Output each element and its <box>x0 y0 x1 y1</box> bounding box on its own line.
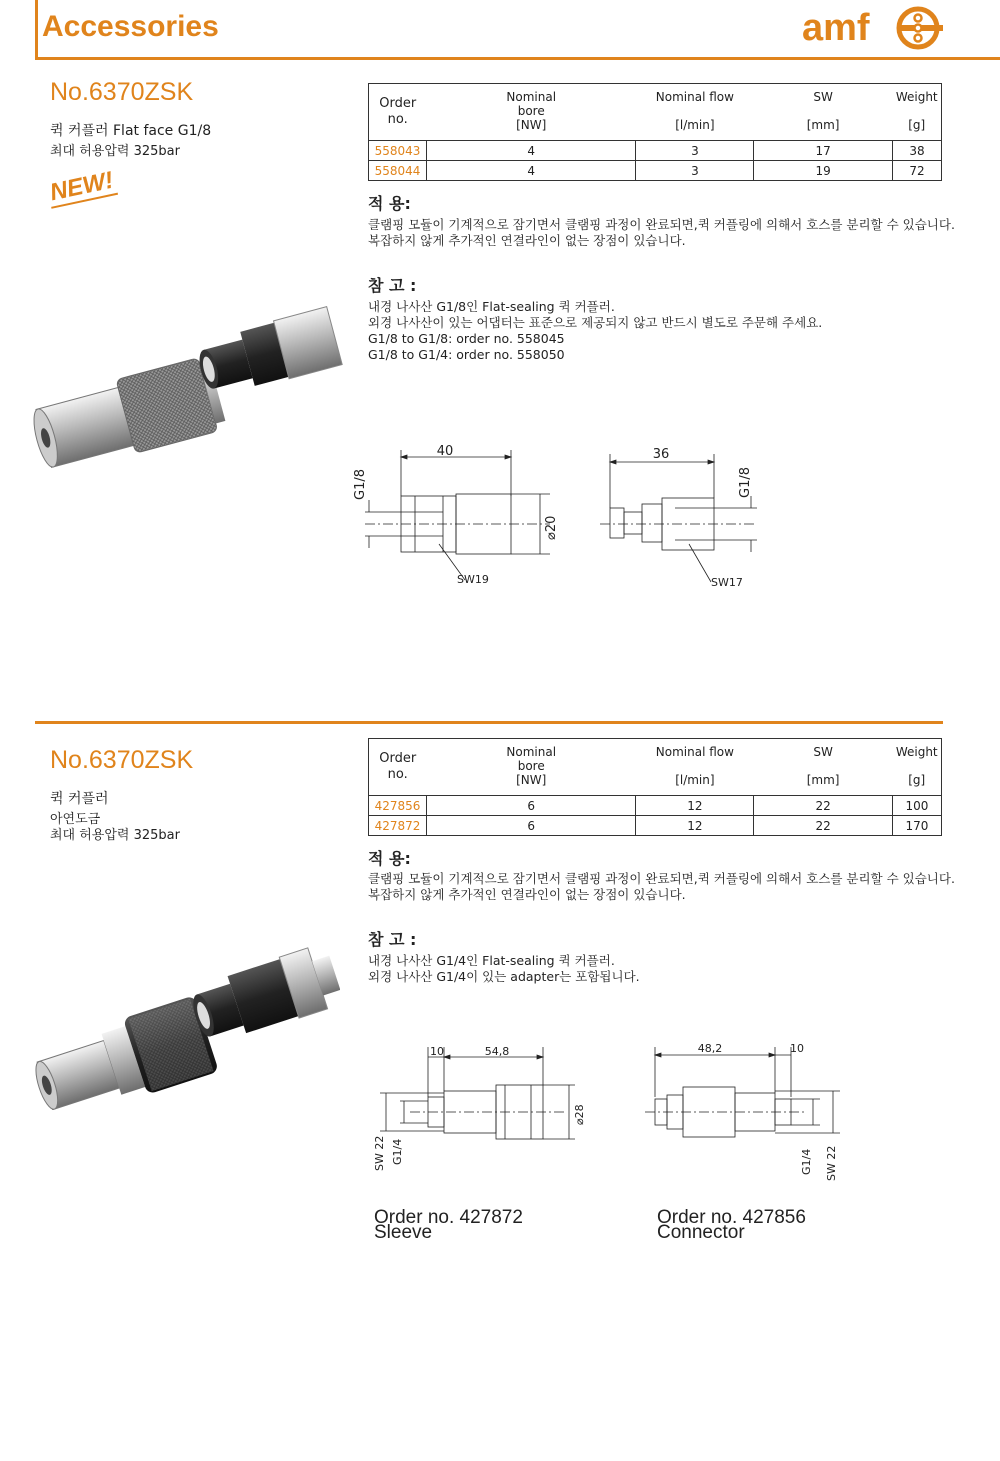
dim-connector-thread: G1/4 <box>800 1148 813 1175</box>
section1-note-heading: 참 고 : <box>368 276 417 295</box>
section-divider <box>35 721 943 724</box>
connector-caption <box>657 1207 806 1243</box>
col-sw-header: SW [mm] <box>754 84 893 141</box>
dim-sleeve-thread: G1/4 <box>391 1138 404 1165</box>
dim-right-length: 36 <box>652 447 670 462</box>
order-no-cell[interactable]: 558043 <box>369 141 427 161</box>
section2-application-text: 클램핑 모듈이 기계적으로 잠기면서 클램핑 과정이 완료되면,퀵 커플링에 의해서 호스를 분리할 수 있습니다. 복잡하지 않게 추가적인 연결라인이 없는 장점이 있습니다. <box>368 871 955 902</box>
flow-cell: 3 <box>636 141 754 161</box>
order-no-cell[interactable]: 427856 <box>369 796 427 816</box>
header-accent-bar <box>35 0 38 58</box>
section2-product-no: No.6370ZSK <box>50 746 194 774</box>
new-badge: NEW! <box>46 168 118 209</box>
connector-caption-order: Order no. 427856 <box>657 1207 806 1228</box>
section2-technical-drawing <box>355 1035 855 1185</box>
section1-application-text: 클램핑 모듈이 기계적으로 잠기면서 클램핑 과정이 완료되면,퀵 커플링에 의해서 호스를 분리할 수 있습니다. 복잡하지 않게 추가적인 연결라인이 없는 장점이 있습니다. <box>368 217 955 248</box>
dim-left-thread: G1/8 <box>353 469 368 500</box>
table-row <box>369 161 942 181</box>
dim-connector-a: 48,2 <box>697 1042 723 1055</box>
col-weight-header: Weight [g] <box>892 84 941 141</box>
weight-cell: 100 <box>892 796 941 816</box>
weight-cell: 170 <box>892 816 941 836</box>
dim-connector-sw: SW 22 <box>825 1145 838 1181</box>
page-title: Accessories <box>42 10 219 43</box>
col-bore-header: Nominal bore [NW] <box>426 84 636 141</box>
header-divider <box>35 57 1000 60</box>
section2-note-text: 내경 나사산 G1/4인 Flat-sealing 퀵 커플러. 외경 나사산 G1/4이 있는 adapter는 포함됩니다. <box>368 953 640 984</box>
dim-left-diameter: ⌀20 <box>544 515 559 540</box>
section1-note-text: 내경 나사산 G1/8인 Flat-sealing 퀵 커플러. 외경 나사산이 있는 어댑터는 표준으로 제공되지 않고 반드시 별도로 주문해 주세요. G1/8 to G1/8: order no. 558045 G1/8 to G1/4: order no. 558050 <box>368 299 823 362</box>
order-no-cell[interactable]: 427872 <box>369 816 427 836</box>
section1-technical-drawing <box>345 440 785 590</box>
sw-cell: 22 <box>754 796 893 816</box>
dim-sleeve-b: 54,8 <box>484 1045 510 1058</box>
section2-desc-main: 퀵 커플러 <box>50 791 109 807</box>
section1-product-photo <box>30 300 350 475</box>
bore-cell: 6 <box>426 816 636 836</box>
weight-cell: 72 <box>892 161 941 181</box>
col-weight-header: Weight [g] <box>892 739 941 796</box>
dim-right-sw: SW17 <box>711 576 743 589</box>
connector-caption-label: Connector <box>657 1222 745 1243</box>
dim-sleeve-diameter: ⌀28 <box>573 1104 586 1125</box>
dim-connector-b: 10 <box>790 1042 804 1055</box>
section1-application-heading: 적 용: <box>368 194 411 213</box>
sw-cell: 19 <box>754 161 893 181</box>
flow-cell: 3 <box>636 161 754 181</box>
sw-cell: 17 <box>754 141 893 161</box>
weight-cell: 38 <box>892 141 941 161</box>
section2-note-heading: 참 고 : <box>368 930 417 949</box>
table-row <box>369 141 942 161</box>
dim-right-thread: G1/8 <box>738 467 753 498</box>
section1-desc-sub: 최대 허용압력 325bar <box>50 144 180 159</box>
dim-left-sw: SW19 <box>457 573 489 586</box>
flow-cell: 12 <box>636 816 754 836</box>
section1-spec-table <box>368 83 942 181</box>
col-flow-header: Nominal flow [l/min] <box>636 84 754 141</box>
sleeve-caption <box>374 1207 523 1243</box>
col-bore-header: Nominal bore [NW] <box>426 739 636 796</box>
sleeve-caption-label: Sleeve <box>374 1222 433 1243</box>
section2-product-photo <box>30 945 340 1110</box>
sw-cell: 22 <box>754 816 893 836</box>
amf-logo <box>800 4 945 52</box>
dim-sleeve-sw: SW 22 <box>373 1135 386 1171</box>
section2-desc-sub2: 최대 허용압력 325bar <box>50 828 180 843</box>
col-order-header: Order no. <box>369 84 427 141</box>
section1-desc-main: 퀵 커플러 Flat face G1/8 <box>50 123 212 139</box>
col-order-header: Order no. <box>369 739 427 796</box>
section1-product-no: No.6370ZSK <box>50 78 194 106</box>
bore-cell: 4 <box>426 161 636 181</box>
logo-text: amf <box>802 7 870 49</box>
order-no-cell[interactable]: 558044 <box>369 161 427 181</box>
table-row <box>369 796 942 816</box>
bore-cell: 6 <box>426 796 636 816</box>
bore-cell: 4 <box>426 141 636 161</box>
dim-left-length: 40 <box>436 444 454 459</box>
sleeve-caption-order: Order no. 427872 <box>374 1207 523 1228</box>
table-row <box>369 816 942 836</box>
dim-sleeve-a: 10 <box>430 1045 444 1058</box>
section2-desc-sub1: 아연도금 <box>50 812 101 827</box>
section2-spec-table <box>368 738 942 836</box>
col-flow-header: Nominal flow [l/min] <box>636 739 754 796</box>
flow-cell: 12 <box>636 796 754 816</box>
col-sw-header: SW [mm] <box>754 739 893 796</box>
section2-application-heading: 적 용: <box>368 849 411 868</box>
